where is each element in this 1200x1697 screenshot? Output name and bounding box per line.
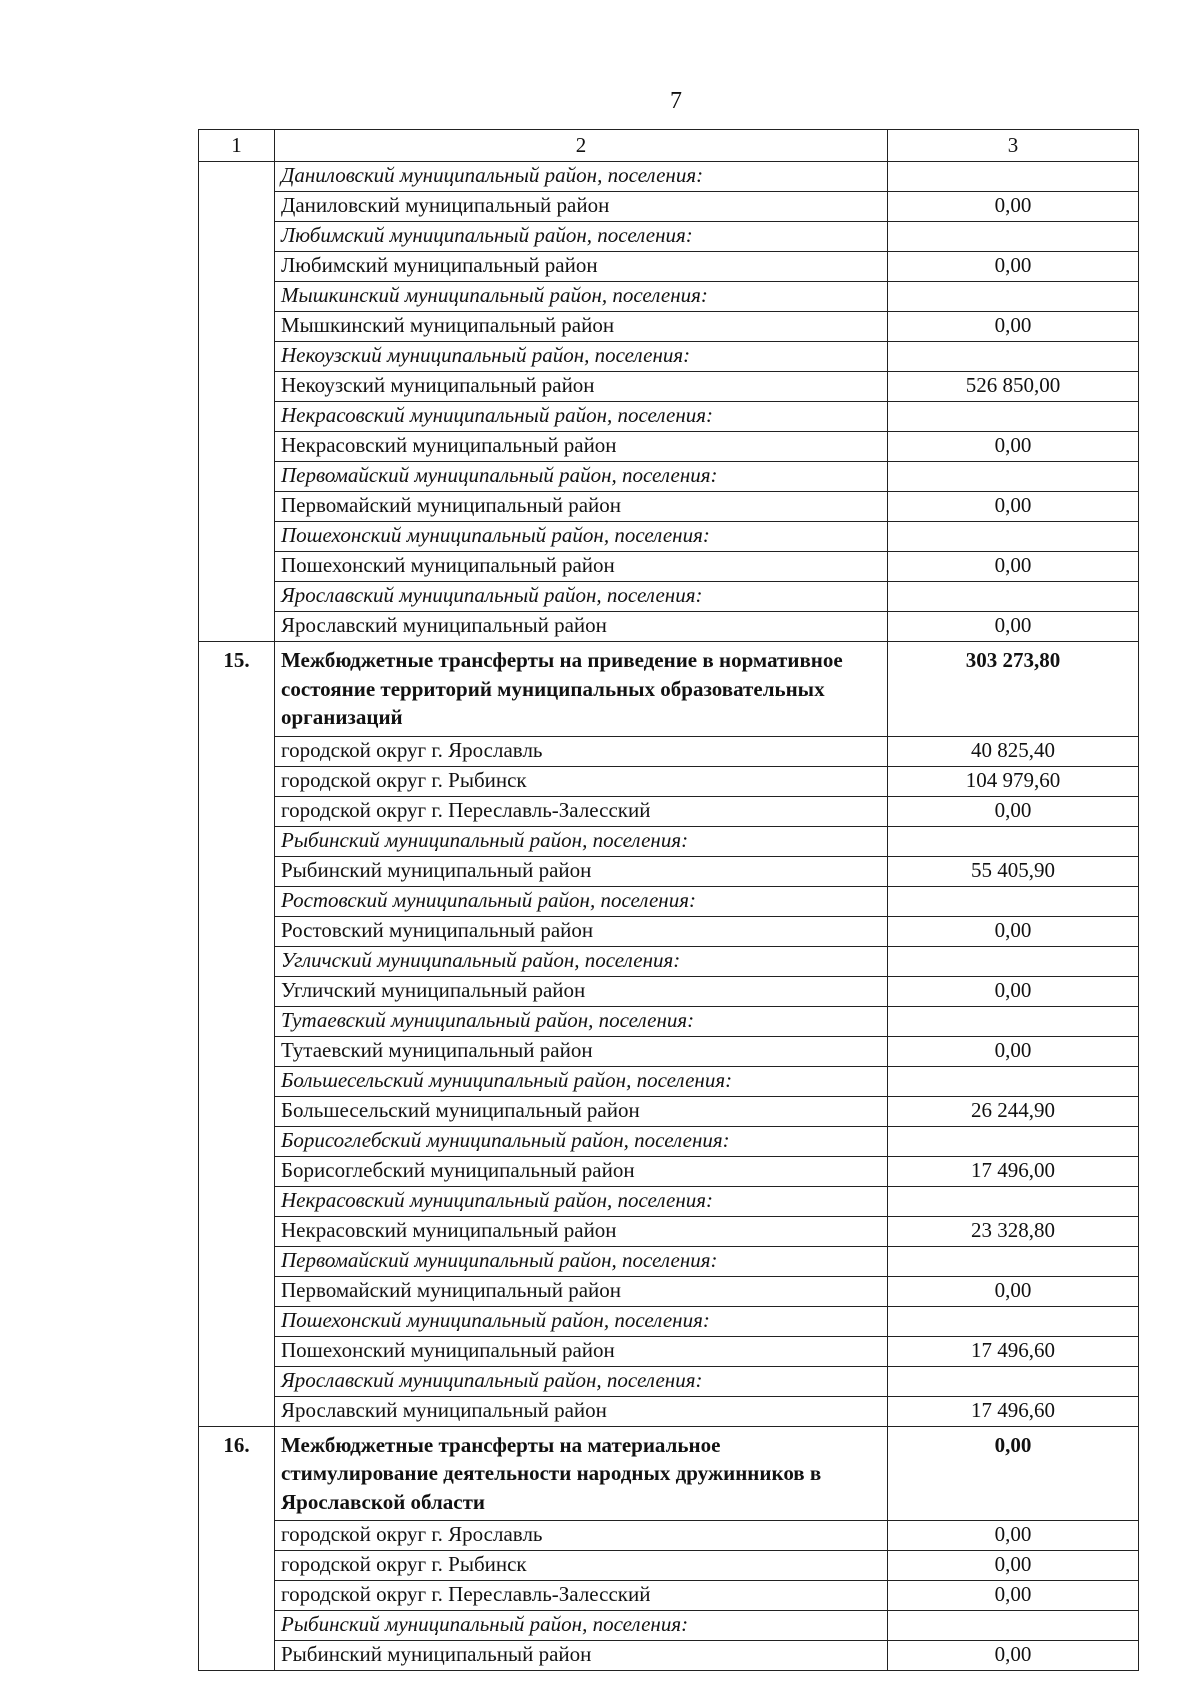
recipient-name: Некрасовский муниципальный район: [275, 1216, 888, 1246]
amount-value: 0,00: [888, 612, 1139, 642]
subheading-row: [199, 1611, 1139, 1641]
table-row: [199, 312, 1139, 342]
amount-value: [888, 222, 1139, 252]
district-subheading: Тутаевский муниципальный район, поселения:: [275, 1006, 888, 1036]
recipient-name: Некрасовский муниципальный район: [275, 432, 888, 462]
amount-value: 303 273,80: [888, 642, 1139, 737]
recipient-name: Ярославский муниципальный район: [275, 612, 888, 642]
subheading-row: [199, 462, 1139, 492]
row-number: [199, 372, 275, 402]
recipient-name: Даниловский муниципальный район: [275, 192, 888, 222]
row-number: 15.: [199, 642, 275, 737]
recipient-name: Первомайский муниципальный район: [275, 1276, 888, 1306]
row-number: [199, 612, 275, 642]
row-number: [199, 1036, 275, 1066]
row-number: [199, 1126, 275, 1156]
amount-value: 0,00: [888, 312, 1139, 342]
row-number: [199, 312, 275, 342]
table-row: [199, 1396, 1139, 1426]
subheading-row: [199, 886, 1139, 916]
row-number: [199, 826, 275, 856]
column-header-2: 2: [275, 130, 888, 162]
amount-value: 0,00: [888, 1276, 1139, 1306]
row-number: [199, 1216, 275, 1246]
amount-value: [888, 342, 1139, 372]
table-row: [199, 916, 1139, 946]
subheading-row: [199, 342, 1139, 372]
table-header-row: [199, 130, 1139, 162]
amount-value: [888, 162, 1139, 192]
row-number: [199, 796, 275, 826]
table-row: [199, 766, 1139, 796]
recipient-name: городской округ г. Рыбинск: [275, 1551, 888, 1581]
recipient-name: Ярославский муниципальный район: [275, 1396, 888, 1426]
district-subheading: Первомайский муниципальный район, поселения:: [275, 1246, 888, 1276]
row-number: [199, 916, 275, 946]
recipient-name: Пошехонский муниципальный район: [275, 552, 888, 582]
district-subheading: Ярославский муниципальный район, поселения:: [275, 582, 888, 612]
table-row: [199, 1336, 1139, 1366]
table-row: [199, 1156, 1139, 1186]
subheading-row: [199, 1366, 1139, 1396]
amount-value: [888, 1006, 1139, 1036]
recipient-name: городской округ г. Переславль-Залесский: [275, 796, 888, 826]
amount-value: 17 496,00: [888, 1156, 1139, 1186]
subheading-row: [199, 946, 1139, 976]
row-number: [199, 222, 275, 252]
district-subheading: Пошехонский муниципальный район, поселения:: [275, 522, 888, 552]
amount-value: [888, 402, 1139, 432]
district-subheading: Пошехонский муниципальный район, поселения:: [275, 1306, 888, 1336]
table-row: [199, 552, 1139, 582]
amount-value: 23 328,80: [888, 1216, 1139, 1246]
row-number: [199, 946, 275, 976]
column-header-3: 3: [888, 130, 1139, 162]
row-number: [199, 1096, 275, 1126]
amount-value: 104 979,60: [888, 766, 1139, 796]
amount-value: 0,00: [888, 1641, 1139, 1671]
amount-value: 0,00: [888, 552, 1139, 582]
amount-value: 0,00: [888, 192, 1139, 222]
table-row: [199, 492, 1139, 522]
row-number: [199, 1611, 275, 1641]
amount-value: 17 496,60: [888, 1396, 1139, 1426]
row-number: [199, 736, 275, 766]
district-subheading: Некоузский муниципальный район, поселения:: [275, 342, 888, 372]
row-number: [199, 162, 275, 192]
row-number: [199, 1521, 275, 1551]
table-body: [199, 162, 1139, 1671]
row-number: 16.: [199, 1426, 275, 1521]
amount-value: [888, 1186, 1139, 1216]
row-number: [199, 1551, 275, 1581]
table-row: [199, 1551, 1139, 1581]
amount-value: [888, 1306, 1139, 1336]
subheading-row: [199, 1126, 1139, 1156]
subheading-row: [199, 1186, 1139, 1216]
row-number: [199, 492, 275, 522]
amount-value: 0,00: [888, 1521, 1139, 1551]
amount-value: [888, 826, 1139, 856]
district-subheading: Даниловский муниципальный район, поселения:: [275, 162, 888, 192]
amount-value: 0,00: [888, 432, 1139, 462]
table-row: [199, 1641, 1139, 1671]
recipient-name: Мышкинский муниципальный район: [275, 312, 888, 342]
table-row: [199, 192, 1139, 222]
row-number: [199, 1396, 275, 1426]
recipient-name: городской округ г. Переславль-Залесский: [275, 1581, 888, 1611]
table-row: [199, 1096, 1139, 1126]
row-number: [199, 1581, 275, 1611]
recipient-name: Пошехонский муниципальный район: [275, 1336, 888, 1366]
table-row: [199, 796, 1139, 826]
amount-value: 0,00: [888, 916, 1139, 946]
row-number: [199, 976, 275, 1006]
row-number: [199, 582, 275, 612]
district-subheading: Некрасовский муниципальный район, поселения:: [275, 1186, 888, 1216]
row-number: [199, 1276, 275, 1306]
section-row: [199, 642, 1139, 737]
row-number: [199, 1641, 275, 1671]
district-subheading: Борисоглебский муниципальный район, поселения:: [275, 1126, 888, 1156]
row-number: [199, 1306, 275, 1336]
district-subheading: Большесельский муниципальный район, поселения:: [275, 1066, 888, 1096]
recipient-name: Рыбинский муниципальный район: [275, 1641, 888, 1671]
district-subheading: Мышкинский муниципальный район, поселения:: [275, 282, 888, 312]
amount-value: 0,00: [888, 252, 1139, 282]
row-number: [199, 1006, 275, 1036]
section-title: Межбюджетные трансферты на материальное стимулирование деятельности народных дружинников в Ярославской области: [275, 1426, 888, 1521]
amount-value: [888, 1066, 1139, 1096]
recipient-name: Рыбинский муниципальный район: [275, 856, 888, 886]
table-row: [199, 1036, 1139, 1066]
subheading-row: [199, 1246, 1139, 1276]
subheading-row: [199, 582, 1139, 612]
amount-value: [888, 1246, 1139, 1276]
page-number: 7: [670, 88, 682, 114]
row-number: [199, 192, 275, 222]
row-number: [199, 1156, 275, 1186]
table-row: [199, 1276, 1139, 1306]
row-number: [199, 1246, 275, 1276]
district-subheading: Любимский муниципальный район, поселения:: [275, 222, 888, 252]
table-row: [199, 372, 1139, 402]
amount-value: 0,00: [888, 1551, 1139, 1581]
recipient-name: Некоузский муниципальный район: [275, 372, 888, 402]
district-subheading: Ростовский муниципальный район, поселения:: [275, 886, 888, 916]
table-row: [199, 432, 1139, 462]
amount-value: 55 405,90: [888, 856, 1139, 886]
amount-value: [888, 886, 1139, 916]
recipient-name: Угличский муниципальный район: [275, 976, 888, 1006]
recipient-name: Борисоглебский муниципальный район: [275, 1156, 888, 1186]
amount-value: 526 850,00: [888, 372, 1139, 402]
recipient-name: Первомайский муниципальный район: [275, 492, 888, 522]
amount-value: [888, 282, 1139, 312]
district-subheading: Некрасовский муниципальный район, поселения:: [275, 402, 888, 432]
recipient-name: Ростовский муниципальный район: [275, 916, 888, 946]
table-row: [199, 736, 1139, 766]
row-number: [199, 766, 275, 796]
table-row: [199, 252, 1139, 282]
district-subheading: Угличский муниципальный район, поселения:: [275, 946, 888, 976]
amount-value: 17 496,60: [888, 1336, 1139, 1366]
table-row: [199, 1521, 1139, 1551]
row-number: [199, 402, 275, 432]
recipient-name: Любимский муниципальный район: [275, 252, 888, 282]
table-row: [199, 1581, 1139, 1611]
table-row: [199, 976, 1139, 1006]
subheading-row: [199, 522, 1139, 552]
amount-value: [888, 1126, 1139, 1156]
table-row: [199, 856, 1139, 886]
district-subheading: Первомайский муниципальный район, поселения:: [275, 462, 888, 492]
subheading-row: [199, 402, 1139, 432]
row-number: [199, 1066, 275, 1096]
amount-value: [888, 582, 1139, 612]
amount-value: 0,00: [888, 1036, 1139, 1066]
table-row: [199, 612, 1139, 642]
column-header-1: 1: [199, 130, 275, 162]
amount-value: [888, 1611, 1139, 1641]
row-number: [199, 282, 275, 312]
amount-value: 0,00: [888, 1426, 1139, 1521]
district-subheading: Рыбинский муниципальный район, поселения:: [275, 1611, 888, 1641]
amount-value: 0,00: [888, 492, 1139, 522]
recipient-name: Тутаевский муниципальный район: [275, 1036, 888, 1066]
district-subheading: Ярославский муниципальный район, поселения:: [275, 1366, 888, 1396]
row-number: [199, 1366, 275, 1396]
row-number: [199, 856, 275, 886]
section-title: Межбюджетные трансферты на приведение в нормативное состояние территорий муниципальных образовательных организаций: [275, 642, 888, 737]
row-number: [199, 522, 275, 552]
row-number: [199, 1336, 275, 1366]
recipient-name: городской округ г. Рыбинск: [275, 766, 888, 796]
recipient-name: городской округ г. Ярославль: [275, 736, 888, 766]
row-number: [199, 432, 275, 462]
subheading-row: [199, 1306, 1139, 1336]
subheading-row: [199, 282, 1139, 312]
row-number: [199, 886, 275, 916]
row-number: [199, 462, 275, 492]
amount-value: 0,00: [888, 976, 1139, 1006]
amount-value: [888, 462, 1139, 492]
row-number: [199, 342, 275, 372]
row-number: [199, 252, 275, 282]
row-number: [199, 1186, 275, 1216]
subheading-row: [199, 1006, 1139, 1036]
amount-value: [888, 522, 1139, 552]
amount-value: [888, 1366, 1139, 1396]
amount-value: 0,00: [888, 796, 1139, 826]
amount-value: 40 825,40: [888, 736, 1139, 766]
subheading-row: [199, 162, 1139, 192]
row-number: [199, 552, 275, 582]
section-row: [199, 1426, 1139, 1521]
amount-value: [888, 946, 1139, 976]
subheading-row: [199, 1066, 1139, 1096]
recipient-name: городской округ г. Ярославль: [275, 1521, 888, 1551]
district-subheading: Рыбинский муниципальный район, поселения:: [275, 826, 888, 856]
subheading-row: [199, 222, 1139, 252]
transfers-table: [198, 129, 1139, 1671]
recipient-name: Большесельский муниципальный район: [275, 1096, 888, 1126]
amount-value: 0,00: [888, 1581, 1139, 1611]
subheading-row: [199, 826, 1139, 856]
amount-value: 26 244,90: [888, 1096, 1139, 1126]
table-row: [199, 1216, 1139, 1246]
